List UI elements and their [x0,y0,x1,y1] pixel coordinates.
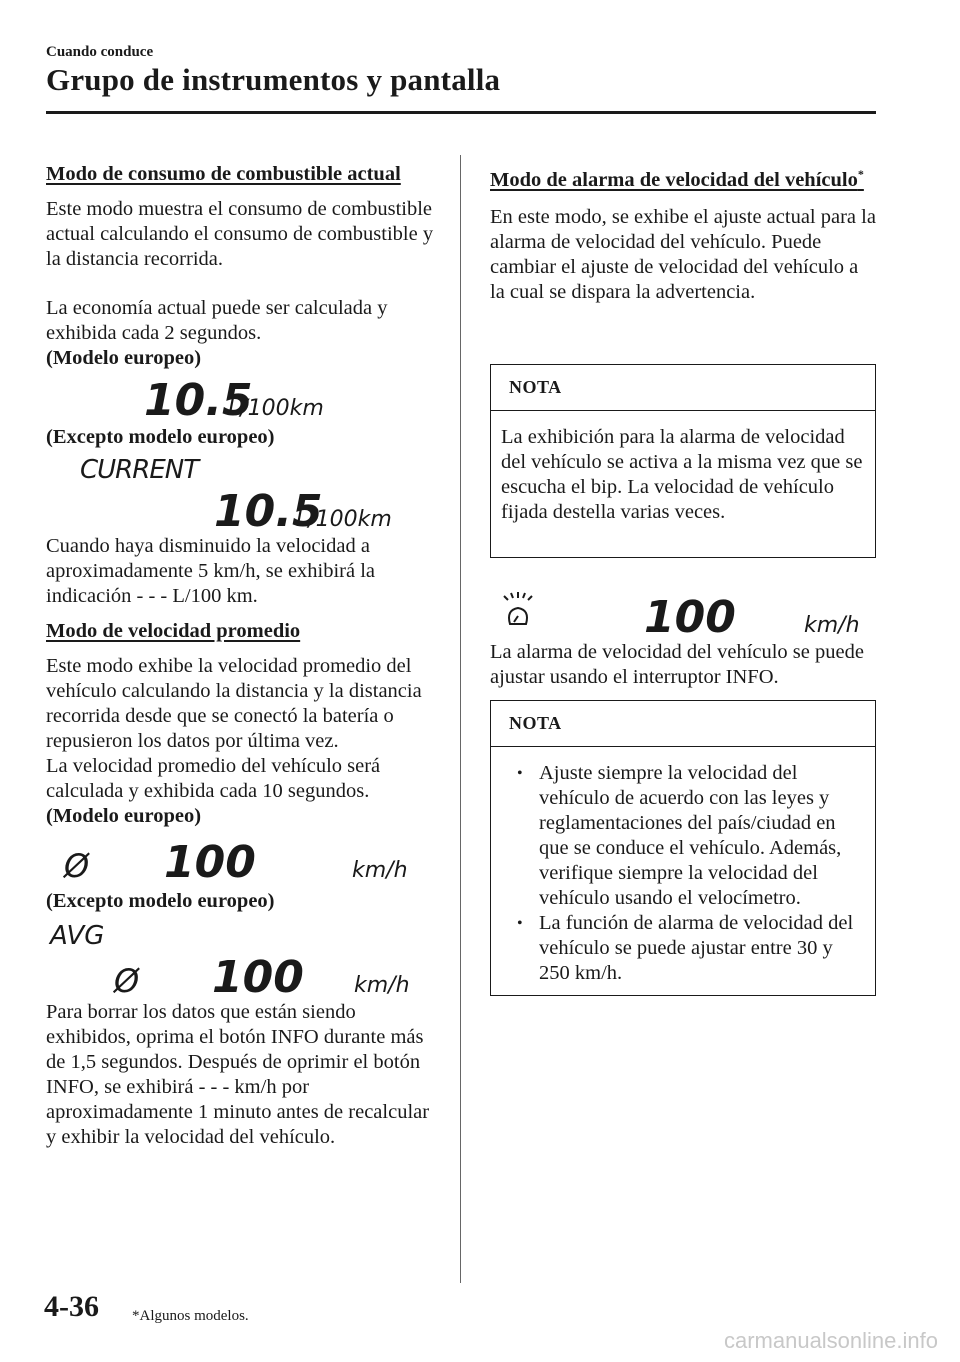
lcd-mode: AVG [50,921,105,951]
heading-text: Modo de alarma de velocidad del vehículo [490,168,858,191]
list-item: • Ajuste siempre la velocidad del vehículo de acuerdo con las leyes y reglamentaciones del país/ciudad en que se conduce el vehículo. Además, verifique siempre la velocidad del vehículo usando el velocímetro. [501,761,865,911]
paragraph: La alarma de velocidad del vehículo se puede ajustar usando el interruptor INFO. [490,641,864,688]
lcd-unit: L/100km [296,507,392,532]
heading-average-speed: Modo de velocidad promedio [46,620,301,642]
average-symbol-icon: Ø [114,962,140,1000]
right-column [490,162,876,305]
avg-display-non-eu [46,914,438,1000]
paragraph: En este modo, se exhibe el ajuste actual para la alarma de velocidad del vehículo. Puede cambiar el ajuste de velocidad del vehículo a la cual se dispara la advertencia. [490,205,876,303]
lcd-value: 100 [644,592,736,642]
lcd-unit: L/100km [228,396,324,421]
lcd-unit: km/h [354,973,410,998]
note-body [491,747,875,1000]
alarm-display [490,586,960,642]
watermark: carmanualsonline.info [723,1328,938,1353]
lcd-value: 10.5 [144,375,253,425]
average-symbol-icon: Ø [64,847,90,885]
fuel-display-eu [46,371,438,425]
lcd-value: 100 [164,837,256,888]
speed-alarm-icon [504,592,532,624]
lcd-value: 100 [212,952,304,1000]
model-label: (Modelo europeo) [46,805,202,827]
section-label: Cuando conduce [46,44,154,60]
lcd-mode: CURRENT [80,455,199,485]
paragraph: La economía actual puede ser calculada y exhibida cada 2 segundos. [46,297,388,344]
column-divider [460,155,461,1283]
footnote-marker: * [857,167,864,181]
note-title: NOTA [491,365,875,411]
note-body: La exhibición para la alarma de velocidad del vehículo se activa a la misma vez que se escucha el bip. La velocidad de vehículo fijada destella varias veces. [501,426,863,523]
lcd-unit: km/h [804,613,860,638]
model-label: (Excepto modelo europeo) [46,426,275,448]
lcd-value: 10.5 [214,486,323,534]
page-title: Grupo de instrumentos y pantalla [46,62,501,97]
note-box-1 [490,364,876,558]
model-label: (Excepto modelo europeo) [46,890,275,912]
fuel-display-non-eu [46,450,438,534]
lcd-unit: km/h [352,858,408,883]
paragraph: Cuando haya disminuido la velocidad a aproximadamente 5 km/h, se exhibirá la indicación - - - L/100 km. [46,535,376,607]
right-column-2 [490,640,876,690]
header-rule [46,111,876,114]
footnote: *Algunos modelos. [132,1308,249,1324]
paragraph: Este modo muestra el consumo de combustible actual calculando el consumo de combustible y la distancia recorrida. [46,198,434,270]
heading-current-fuel: Modo de consumo de combustible actual [46,163,401,185]
paragraph: La velocidad promedio del vehículo será calculada y exhibida cada 10 segundos. [46,755,381,802]
page-number: 4-36 [44,1290,99,1323]
avg-display-eu [46,829,438,889]
heading-speed-alarm [490,162,876,193]
note-title: NOTA [491,701,875,747]
note-box-2 [490,700,876,996]
left-column [46,162,438,1150]
paragraph: Este modo exhibe la velocidad promedio del vehículo calculando la distancia y la distancia recorrida desde que se conectó la batería o repusieron los datos por última vez. [46,655,422,752]
paragraph: Para borrar los datos que están siendo exhibidos, oprima el botón INFO durante más de 1,5 segundos. Después de oprimir el botón INFO, se exhibirá - - - km/h por aproximadamente 1 minuto antes de recalcular y exhibir la velocidad del vehículo. [46,1001,430,1148]
list-item: • La función de alarma de velocidad del vehículo se puede ajustar entre 30 y 250 km/h. [501,911,865,986]
model-label: (Modelo europeo) [46,347,202,369]
